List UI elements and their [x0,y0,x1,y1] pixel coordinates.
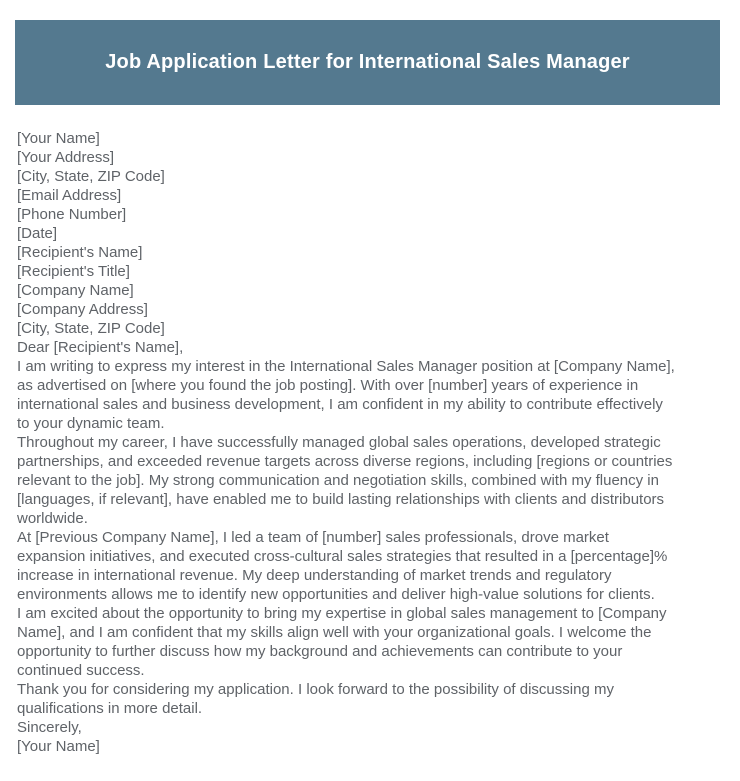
letter-line: as advertised on [where you found the job posting]. With over [number] years of experience in [17,377,639,394]
letter-line: international sales and business development, I am confident in my ability to contribute effectively [17,396,663,413]
letter-line: Name], and I am confident that my skills align well with your organizational goals. I welcome the [17,624,652,641]
letter-line: to your dynamic team. [17,415,165,432]
letter-line: relevant to the job]. My strong communication and negotiation skills, combined with my fluency in [17,472,659,489]
letter-line: environments allows me to identify new opportunities and deliver high-value solutions for clients. [17,586,655,603]
header-banner [15,20,720,105]
letter-line: opportunity to further discuss how my background and achievements can contribute to your [17,643,623,660]
letter-line: continued success. [17,662,145,679]
letter-line: [Your Name] [17,130,100,147]
letter-line: [Company Address] [17,301,148,318]
letter-line: Throughout my career, I have successfully managed global sales operations, developed strategic [17,434,661,451]
letter-line: worldwide. [17,510,88,527]
letter-line: increase in international revenue. My deep understanding of market trends and regulatory [17,567,612,584]
letter-line: expansion initiatives, and executed cross-cultural sales strategies that resulted in a [percentage]% [17,548,668,565]
letter-line: [languages, if relevant], have enabled me to build lasting relationships with clients and distributors [17,491,665,508]
letter-line: [Phone Number] [17,206,127,223]
letter-line: [Date] [17,225,58,242]
letter-line: I am writing to express my interest in the International Sales Manager position at [Company Name], [17,358,675,375]
letter-line: Sincerely, [17,719,82,736]
letter-body [17,129,740,756]
letter-line: Dear [Recipient's Name], [17,339,184,356]
letter-line: [Email Address] [17,187,122,204]
letter-line: [City, State, ZIP Code] [17,168,165,185]
letter-line: [City, State, ZIP Code] [17,320,165,337]
page-title: Job Application Letter for International Sales Manager [105,51,630,73]
letter-line: I am excited about the opportunity to bring my expertise in global sales management to [Company [17,605,667,622]
letter-line: [Recipient's Name] [17,244,143,261]
letter-line: qualifications in more detail. [17,700,203,717]
letter-line: Thank you for considering my application. I look forward to the possibility of discussing my [17,681,614,698]
letter-line: [Recipient's Title] [17,263,130,280]
letter-line: [Your Address] [17,149,115,166]
letter-line: [Company Name] [17,282,134,299]
letter-line: At [Previous Company Name], I led a team of [number] sales professionals, drove market [17,529,609,546]
letter-line: [Your Name] [17,738,100,755]
letter-line: partnerships, and exceeded revenue targets across diverse regions, including [regions or countries [17,453,673,470]
